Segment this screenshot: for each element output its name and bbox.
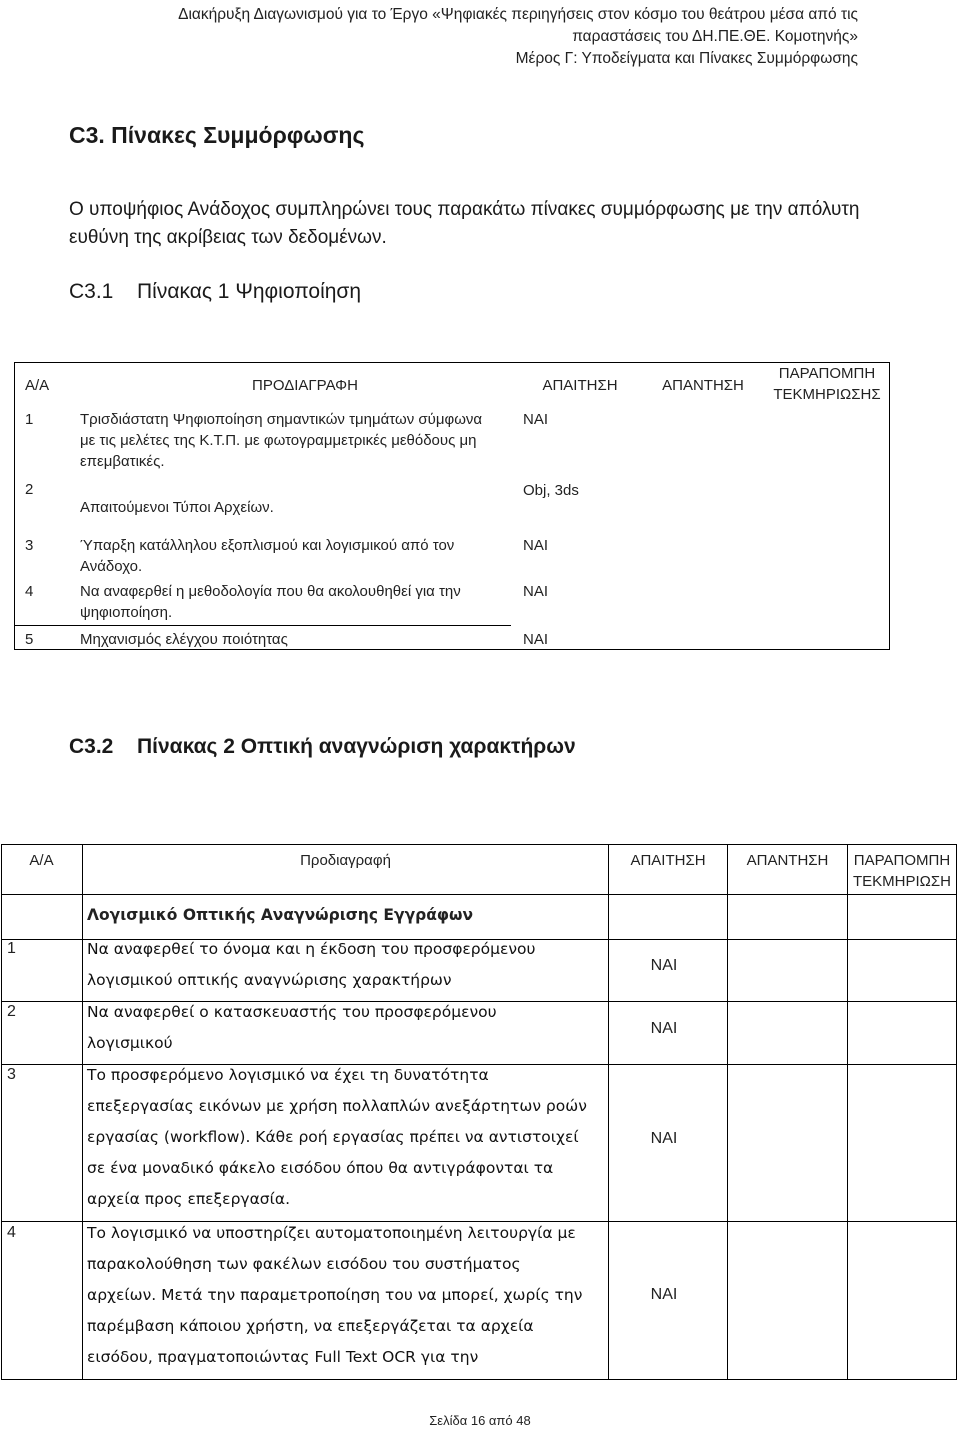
t2-row3-desc: Το προσφερόμενο λογισμικό να έχει τη δυνατότητα επεξεργασίας εικόνων με χρήση πολλαπλών ανεξάρτητων ροών εργασίας (workflow). Κάθε ροή εργασίας πρέπει να αντιστοιχεί σε ένα μοναδικό φάκελο εισόδου όπου θα αντιγράφονται τα αρχεία προς επεξεργασία. (87, 1066, 587, 1208)
section-title: C3. Πίνακες Συμμόρφωσης (69, 122, 365, 148)
t2-row2-req: ΝΑΙ (650, 1020, 678, 1037)
table2-heading (69, 735, 576, 759)
header-line-2: παραστάσεις του ΔΗ.ΠΕ.ΘΕ. Κομοτηνής» (572, 28, 858, 45)
t2-row2-num: 2 (7, 1003, 16, 1020)
table2-number: C3.2 (69, 735, 114, 758)
t2-border-top (1, 844, 957, 845)
t1-header-spec: ΠΡΟΔΙΑΓΡΑΦΗ (252, 377, 358, 394)
t1-row2-num: 2 (25, 481, 34, 498)
t2-border-left (1, 844, 2, 1380)
page-number: Σελίδα 16 από 48 (429, 1413, 531, 1428)
t2-group-title: Λογισμικό Οπτικής Αναγνώρισης Εγγράφων (87, 906, 474, 924)
t2-row4-desc: Το λογισμικό να υποστηρίζει αυτοματοποιημένη λειτουργία με παρακολούθηση των φακέλων εισόδου του συστήματος αρχείων. Μετά την παραμετροποίηση του να μπορεί, χωρίς την παρέμβαση κάποιου χρήστη, να επεξεργάζεται τα αρχεία εισόδου, πραγματοποιώντας Full Text OCR για την (87, 1224, 583, 1366)
t1-row4-desc: Να αναφερθεί η μεθοδολογία που θα ακολουθηθεί για την ψηφιοποίηση. (80, 583, 461, 621)
t1-row4-num: 4 (25, 583, 34, 600)
table1-title: Πίνακας 1 Ψηφιοποίηση (137, 280, 362, 303)
t2-row4-req: ΝΑΙ (650, 1286, 678, 1303)
table1 (14, 362, 890, 650)
t1-row2-req: Obj, 3ds (523, 482, 579, 499)
t2-border-bottom (1, 1379, 957, 1380)
t1-row-divider (15, 625, 511, 626)
t2-header-divider (1, 894, 957, 895)
t1-row2-desc: Απαιτούμενοι Τύποι Αρχείων. (80, 499, 274, 516)
t2-row3-req: ΝΑΙ (650, 1130, 678, 1147)
t1-header-ref: ΠΑΡΑΠΟΜΠΗ ΤΕΚΜΗΡΙΩΣΗΣ (773, 365, 881, 403)
t1-row5-desc: Μηχανισμός ελέγχου ποιότητας (80, 631, 288, 648)
t1-header-aa: Α/Α (25, 377, 50, 394)
header-line-3: Μέρος Γ: Υποδείγματα και Πίνακες Συμμόρφωσης (515, 50, 858, 67)
t1-row3-num: 3 (25, 537, 34, 554)
t2-divider-aa (82, 844, 83, 1380)
t2-row2-desc: Να αναφερθεί ο κατασκευαστής του προσφερόμενου λογισμικού (87, 1003, 497, 1052)
t1-row3-req: ΝΑΙ (523, 537, 549, 554)
t2-row1-num: 1 (7, 940, 16, 957)
header-line-1: Διακήρυξη Διαγωνισμού για το Έργο «Ψηφιακές περιηγήσεις στον κόσμο του θεάτρου μέσα από τις (178, 6, 858, 23)
t2-header-req: ΑΠΑΙΤΗΣΗ (630, 852, 706, 869)
t2-header-aa: Α/Α (29, 852, 54, 869)
t1-row1-num: 1 (25, 411, 34, 428)
t1-header-req: ΑΠΑΙΤΗΣΗ (542, 377, 618, 394)
t2-row3-num: 3 (7, 1066, 16, 1083)
table2-title: Πίνακας 2 Οπτική αναγνώριση χαρακτήρων (137, 735, 576, 758)
t2-divider-req (727, 844, 728, 1380)
t1-row5-req: ΝΑΙ (523, 631, 549, 648)
t2-border-right (956, 844, 957, 1380)
table2 (1, 844, 957, 1380)
t1-row3-desc: Ύπαρξη κατάλληλου εξοπλισμού και λογισμικού από τον Ανάδοχο. (80, 537, 455, 575)
table1-number: C3.1 (69, 280, 114, 303)
t1-row5-num: 5 (25, 631, 34, 648)
t2-divider-answer (847, 844, 848, 1380)
t1-row4-req: ΝΑΙ (523, 583, 549, 600)
t2-row1-desc: Να αναφερθεί το όνομα και η έκδοση του προσφερόμενου λογισμικού οπτικής αναγνώρισης χαρακτήρων (87, 940, 536, 989)
t2-row4-num: 4 (7, 1224, 16, 1241)
t2-row1-req: ΝΑΙ (650, 957, 678, 974)
t2-header-answer: ΑΠΑΝΤΗΣΗ (746, 852, 829, 869)
t1-row1-req: ΝΑΙ (523, 411, 549, 428)
t2-header-ref: ΠΑΡΑΠΟΜΠΗ ΤΕΚΜΗΡΙΩΣΗ (853, 852, 951, 890)
table1-heading (69, 280, 361, 304)
t1-header-answer: ΑΠΑΝΤΗΣΗ (662, 377, 744, 394)
document-header (178, 4, 858, 70)
t2-header-spec: Προδιαγραφή (300, 852, 391, 869)
section-intro: Ο υποψήφιος Ανάδοχος συμπληρώνει τους παρακάτω πίνακες συμμόρφωσης με την απόλυτη ευθύνη της ακρίβειας των δεδομένων. (69, 199, 860, 248)
t1-row1-desc: Τρισδιάστατη Ψηφιοποίηση σημαντικών τμημάτων σύμφωνα με τις μελέτες της Κ.Τ.Π. με φωτογραμμετρικές μεθόδους μη επεμβατικές. (80, 411, 483, 470)
